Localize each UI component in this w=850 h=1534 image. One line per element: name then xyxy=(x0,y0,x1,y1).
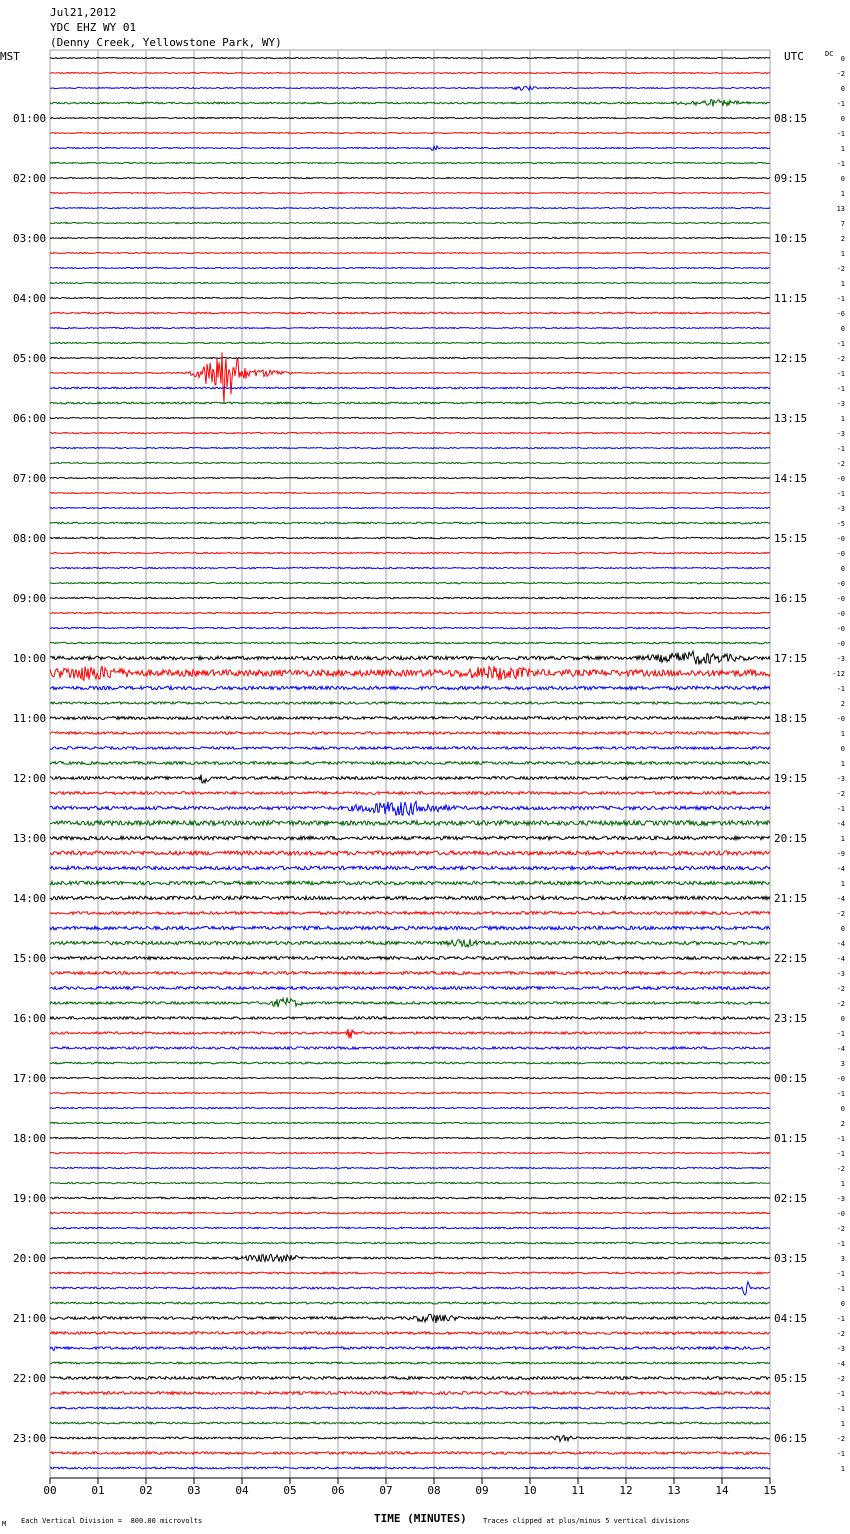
trace-row xyxy=(50,462,770,463)
dc-offset-label: -3 xyxy=(836,775,845,783)
trace-row xyxy=(50,327,770,328)
dc-offset-label: -3 xyxy=(836,655,845,663)
left-hour-label: 05:00 xyxy=(13,352,47,365)
dc-offset-label: -2 xyxy=(836,1165,845,1173)
x-tick-label: 09 xyxy=(475,1484,489,1497)
left-hour-label: 10:00 xyxy=(13,652,47,665)
trace-row xyxy=(50,1254,770,1261)
trace-row xyxy=(50,792,770,795)
station-code: YDC EHZ WY 01 xyxy=(50,21,137,34)
clip-note: Traces clipped at plus/minus 5 vertical divisions xyxy=(483,1517,690,1525)
trace-row xyxy=(50,851,770,855)
trace-row xyxy=(50,146,770,151)
left-hour-label: 02:00 xyxy=(13,172,47,185)
right-hour-label: 21:15 xyxy=(774,892,808,905)
dc-offset-label: -1 xyxy=(836,160,845,168)
left-timezone-label: MST xyxy=(0,50,20,63)
dc-offset-label: 1 xyxy=(840,415,845,423)
dc-offset-label: -4 xyxy=(836,940,845,948)
dc-offset-label: -1 xyxy=(836,1390,845,1398)
dc-offset-label: 7 xyxy=(840,220,845,228)
left-hour-label: 08:00 xyxy=(13,532,47,545)
dc-offset-label: -2 xyxy=(836,985,845,993)
trace-row xyxy=(50,57,770,58)
trace-row xyxy=(50,1452,770,1455)
x-tick-label: 07 xyxy=(379,1484,393,1497)
dc-offset-label: -3 xyxy=(836,1345,845,1353)
trace-row xyxy=(50,582,770,583)
dc-offset-header: DC xyxy=(825,50,834,58)
trace-row xyxy=(50,1314,770,1323)
trace-row xyxy=(50,177,770,178)
x-tick-label: 03 xyxy=(187,1484,201,1497)
dc-offset-label: -1 xyxy=(836,130,845,138)
trace-row xyxy=(50,1137,770,1138)
trace-row xyxy=(50,1227,770,1229)
dc-offset-label: -2 xyxy=(836,460,845,468)
trace-row xyxy=(50,1167,770,1168)
trace-row xyxy=(50,612,770,613)
dc-offset-label: 1 xyxy=(840,1465,845,1473)
dc-offset-label: -3 xyxy=(836,400,845,408)
dc-offset-label: -1 xyxy=(836,1135,845,1143)
dc-offset-label: 0 xyxy=(840,325,845,333)
dc-offset-label: 1 xyxy=(840,1420,845,1428)
dc-offset-label: -1 xyxy=(836,805,845,813)
dc-offset-label: -3 xyxy=(836,430,845,438)
trace-row xyxy=(50,747,770,750)
dc-offset-label: 3 xyxy=(840,1255,845,1263)
trace-row xyxy=(50,1029,770,1038)
dc-offset-label: 0 xyxy=(840,175,845,183)
dc-offset-label: 1 xyxy=(840,835,845,843)
dc-offset-label: 2 xyxy=(840,1120,845,1128)
dc-offset-label: -0 xyxy=(836,640,845,648)
trace-row xyxy=(50,477,770,478)
right-hour-label: 11:15 xyxy=(774,292,808,305)
trace-row xyxy=(50,1332,770,1335)
dc-offset-label: -1 xyxy=(836,1450,845,1458)
x-axis xyxy=(43,1478,776,1497)
dc-offset-labels xyxy=(832,55,845,1473)
dc-offset-label: -0 xyxy=(836,1075,845,1083)
dc-offset-label: -4 xyxy=(836,1045,845,1053)
left-hour-label: 11:00 xyxy=(13,712,47,725)
right-hour-labels xyxy=(774,112,807,1445)
trace-row xyxy=(50,1302,770,1304)
dc-offset-label: -3 xyxy=(836,970,845,978)
right-hour-label: 05:15 xyxy=(774,1372,808,1385)
dc-offset-label: -1 xyxy=(836,340,845,348)
left-hour-label: 15:00 xyxy=(13,952,47,965)
trace-row xyxy=(50,926,770,930)
right-hour-label: 16:15 xyxy=(774,592,808,605)
trace-row xyxy=(50,1362,770,1364)
trace-row xyxy=(50,1212,770,1214)
left-hour-label: 09:00 xyxy=(13,592,47,605)
left-hour-label: 04:00 xyxy=(13,292,47,305)
left-hour-label: 23:00 xyxy=(13,1432,47,1445)
right-hour-label: 19:15 xyxy=(774,772,808,785)
dc-offset-label: -1 xyxy=(836,370,845,378)
dc-offset-label: -0 xyxy=(836,1210,845,1218)
right-hour-label: 18:15 xyxy=(774,712,808,725)
trace-row xyxy=(50,117,770,118)
left-hour-labels xyxy=(13,112,46,1445)
trace-row xyxy=(50,732,770,735)
x-tick-label: 00 xyxy=(43,1484,57,1497)
dc-offset-label: -1 xyxy=(836,490,845,498)
x-tick-label: 01 xyxy=(91,1484,105,1497)
left-hour-label: 14:00 xyxy=(13,892,47,905)
left-hour-label: 21:00 xyxy=(13,1312,47,1325)
right-hour-label: 09:15 xyxy=(774,172,808,185)
trace-row xyxy=(50,1152,770,1153)
trace-row xyxy=(50,762,770,765)
trace-row xyxy=(50,537,770,538)
dc-offset-label: -1 xyxy=(836,1270,845,1278)
trace-row xyxy=(50,1122,770,1123)
dc-offset-label: -4 xyxy=(836,895,845,903)
dc-offset-label: 0 xyxy=(840,565,845,573)
dc-offset-label: 1 xyxy=(840,280,845,288)
dc-offset-label: -4 xyxy=(836,865,845,873)
trace-row xyxy=(50,1467,770,1469)
x-tick-label: 11 xyxy=(571,1484,585,1497)
dc-offset-label: 0 xyxy=(840,1015,845,1023)
x-axis-title: TIME (MINUTES) xyxy=(374,1512,467,1525)
dc-offset-label: -1 xyxy=(836,1315,845,1323)
dc-offset-label: -9 xyxy=(836,850,845,858)
trace-row xyxy=(50,957,770,960)
dc-offset-label: -1 xyxy=(836,100,845,108)
trace-row xyxy=(50,775,770,783)
dc-offset-label: 1 xyxy=(840,145,845,153)
trace-row xyxy=(50,72,770,73)
trace-row xyxy=(50,866,770,870)
dc-offset-label: -12 xyxy=(832,670,845,678)
x-tick-label: 04 xyxy=(235,1484,249,1497)
dc-offset-label: 0 xyxy=(840,745,845,753)
trace-row xyxy=(50,987,770,990)
dc-offset-label: -1 xyxy=(836,1030,845,1038)
dc-offset-label: 1 xyxy=(840,190,845,198)
left-hour-label: 03:00 xyxy=(13,232,47,245)
trace-row xyxy=(50,821,770,826)
left-hour-label: 13:00 xyxy=(13,832,47,845)
trace-row xyxy=(50,282,770,283)
dc-offset-label: -2 xyxy=(836,265,845,273)
dc-offset-label: -1 xyxy=(836,445,845,453)
dc-offset-label: -0 xyxy=(836,550,845,558)
trace-row xyxy=(50,357,770,358)
trace-row xyxy=(50,972,770,975)
dc-offset-label: -0 xyxy=(836,595,845,603)
right-hour-label: 13:15 xyxy=(774,412,808,425)
trace-row xyxy=(50,1077,770,1078)
trace-row xyxy=(50,267,770,268)
trace-row xyxy=(50,417,770,418)
dc-offset-label: -3 xyxy=(836,1195,845,1203)
trace-row xyxy=(50,522,770,524)
dc-offset-label: -0 xyxy=(836,580,845,588)
dc-offset-label: 1 xyxy=(840,760,845,768)
trace-row xyxy=(50,132,770,133)
dc-offset-label: -2 xyxy=(836,1225,845,1233)
dc-offset-label: -2 xyxy=(836,70,845,78)
trace-row xyxy=(50,352,770,402)
x-tick-label: 15 xyxy=(763,1484,777,1497)
trace-row xyxy=(50,207,770,208)
trace-row xyxy=(50,1422,770,1424)
trace-row xyxy=(50,1436,770,1442)
dc-offset-label: -6 xyxy=(836,310,845,318)
dc-offset-label: -2 xyxy=(836,1435,845,1443)
trace-row xyxy=(50,998,770,1008)
dc-offset-label: 3 xyxy=(840,1060,845,1068)
trace-row xyxy=(50,666,770,680)
trace-row xyxy=(50,387,770,389)
right-timezone-label: UTC xyxy=(784,50,804,63)
right-hour-label: 23:15 xyxy=(774,1012,808,1025)
dc-offset-label: -0 xyxy=(836,610,845,618)
dc-offset-label: -2 xyxy=(836,1330,845,1338)
scale-note: Each Vertical Division = 800.00 microvolts xyxy=(21,1517,203,1525)
right-hour-label: 17:15 xyxy=(774,652,808,665)
dc-offset-label: -0 xyxy=(836,715,845,723)
left-hour-label: 07:00 xyxy=(13,472,47,485)
trace-row xyxy=(50,642,770,644)
dc-offset-label: -1 xyxy=(836,1285,845,1293)
trace-row xyxy=(50,507,770,508)
right-hour-label: 15:15 xyxy=(774,532,808,545)
dc-offset-label: -4 xyxy=(836,955,845,963)
trace-row xyxy=(50,237,770,238)
dc-offset-label: 0 xyxy=(840,115,845,123)
right-hour-label: 04:15 xyxy=(774,1312,808,1325)
trace-row xyxy=(50,1017,770,1020)
dc-offset-label: -1 xyxy=(836,685,845,693)
dc-offset-label: -0 xyxy=(836,625,845,633)
trace-row xyxy=(50,222,770,223)
left-hour-label: 18:00 xyxy=(13,1132,47,1145)
dc-offset-label: 13 xyxy=(836,205,845,213)
time-gridlines xyxy=(50,50,770,1478)
right-hour-label: 00:15 xyxy=(774,1072,808,1085)
trace-row xyxy=(50,1047,770,1049)
x-tick-label: 06 xyxy=(331,1484,345,1497)
dc-offset-label: -3 xyxy=(836,505,845,513)
left-hour-label: 19:00 xyxy=(13,1192,47,1205)
helicorder-date: Jul21,2012 xyxy=(50,6,117,19)
trace-row xyxy=(50,912,770,915)
trace-row xyxy=(50,402,770,404)
dc-offset-label: -0 xyxy=(836,535,845,543)
trace-row xyxy=(50,1242,770,1244)
trace-row xyxy=(50,1377,770,1380)
x-tick-label: 14 xyxy=(715,1484,729,1497)
dc-offset-label: -2 xyxy=(836,1375,845,1383)
trace-row xyxy=(50,447,770,448)
dc-offset-label: -2 xyxy=(836,790,845,798)
x-tick-label: 13 xyxy=(667,1484,681,1497)
trace-row xyxy=(50,717,770,720)
dc-offset-label: -0 xyxy=(836,475,845,483)
trace-row xyxy=(50,836,770,840)
trace-row xyxy=(50,1392,770,1395)
station-location: (Denny Creek, Yellowstone Park, WY) xyxy=(50,36,282,49)
trace-row xyxy=(50,86,770,90)
dc-offset-label: -1 xyxy=(836,1090,845,1098)
trace-row xyxy=(50,1092,770,1093)
right-hour-label: 02:15 xyxy=(774,1192,808,1205)
trace-row xyxy=(50,552,770,553)
dc-offset-label: -2 xyxy=(836,355,845,363)
trace-row xyxy=(50,896,770,900)
trace-row xyxy=(50,252,770,253)
right-hour-label: 01:15 xyxy=(774,1132,808,1145)
dc-offset-label: -1 xyxy=(836,1150,845,1158)
trace-row xyxy=(50,1107,770,1108)
right-hour-label: 08:15 xyxy=(774,112,808,125)
left-hour-label: 17:00 xyxy=(13,1072,47,1085)
dc-offset-label: -1 xyxy=(836,385,845,393)
trace-row xyxy=(50,881,770,885)
dc-offset-label: 1 xyxy=(840,1180,845,1188)
trace-row xyxy=(50,342,770,343)
trace-row xyxy=(50,1182,770,1183)
trace-row xyxy=(50,1347,770,1351)
dc-offset-label: -1 xyxy=(836,1405,845,1413)
trace-row xyxy=(50,432,770,433)
trace-row xyxy=(50,651,770,664)
right-hour-label: 12:15 xyxy=(774,352,808,365)
right-hour-label: 14:15 xyxy=(774,472,808,485)
dc-offset-label: 0 xyxy=(840,1105,845,1113)
trace-row xyxy=(50,492,770,493)
left-hour-label: 12:00 xyxy=(13,772,47,785)
trace-row xyxy=(50,1407,770,1409)
x-tick-label: 08 xyxy=(427,1484,441,1497)
dc-offset-label: 0 xyxy=(840,1300,845,1308)
dc-offset-label: 0 xyxy=(840,925,845,933)
dc-offset-label: 0 xyxy=(840,85,845,93)
trace-row xyxy=(50,802,770,816)
trace-row xyxy=(50,1062,770,1064)
x-tick-label: 02 xyxy=(139,1484,153,1497)
trace-row xyxy=(50,192,770,193)
right-hour-label: 22:15 xyxy=(774,952,808,965)
trace-row xyxy=(50,162,770,163)
dc-offset-label: 1 xyxy=(840,250,845,258)
logo-mark: M xyxy=(2,1520,7,1528)
trace-row xyxy=(50,99,770,106)
dc-offset-label: -2 xyxy=(836,1000,845,1008)
dc-offset-label: 1 xyxy=(840,730,845,738)
dc-offset-label: -5 xyxy=(836,520,845,528)
dc-offset-label: 2 xyxy=(840,700,845,708)
trace-row xyxy=(50,939,770,947)
trace-row xyxy=(50,1197,770,1199)
left-hour-label: 20:00 xyxy=(13,1252,47,1265)
x-tick-label: 10 xyxy=(523,1484,537,1497)
trace-row xyxy=(50,686,770,690)
right-hour-label: 20:15 xyxy=(774,832,808,845)
trace-row xyxy=(50,627,770,628)
trace-row xyxy=(50,312,770,314)
trace-row xyxy=(50,567,770,568)
left-hour-label: 16:00 xyxy=(13,1012,47,1025)
trace-row xyxy=(50,597,770,598)
left-hour-label: 22:00 xyxy=(13,1372,47,1385)
dc-offset-label: 2 xyxy=(840,235,845,243)
dc-offset-label: -1 xyxy=(836,295,845,303)
dc-offset-label: -4 xyxy=(836,820,845,828)
left-hour-label: 06:00 xyxy=(13,412,47,425)
left-hour-label: 01:00 xyxy=(13,112,47,125)
seismic-traces xyxy=(50,57,770,1469)
dc-offset-label: -4 xyxy=(836,1360,845,1368)
trace-row xyxy=(50,1272,770,1274)
trace-row xyxy=(50,702,770,704)
x-tick-label: 12 xyxy=(619,1484,633,1497)
right-hour-label: 03:15 xyxy=(774,1252,808,1265)
dc-offset-label: 0 xyxy=(840,55,845,63)
dc-offset-label: -1 xyxy=(836,1240,845,1248)
trace-row xyxy=(50,1282,770,1295)
x-tick-label: 05 xyxy=(283,1484,297,1497)
dc-offset-label: -2 xyxy=(836,910,845,918)
right-hour-label: 10:15 xyxy=(774,232,808,245)
trace-row xyxy=(50,297,770,298)
right-hour-label: 06:15 xyxy=(774,1432,808,1445)
dc-offset-label: 1 xyxy=(840,880,845,888)
